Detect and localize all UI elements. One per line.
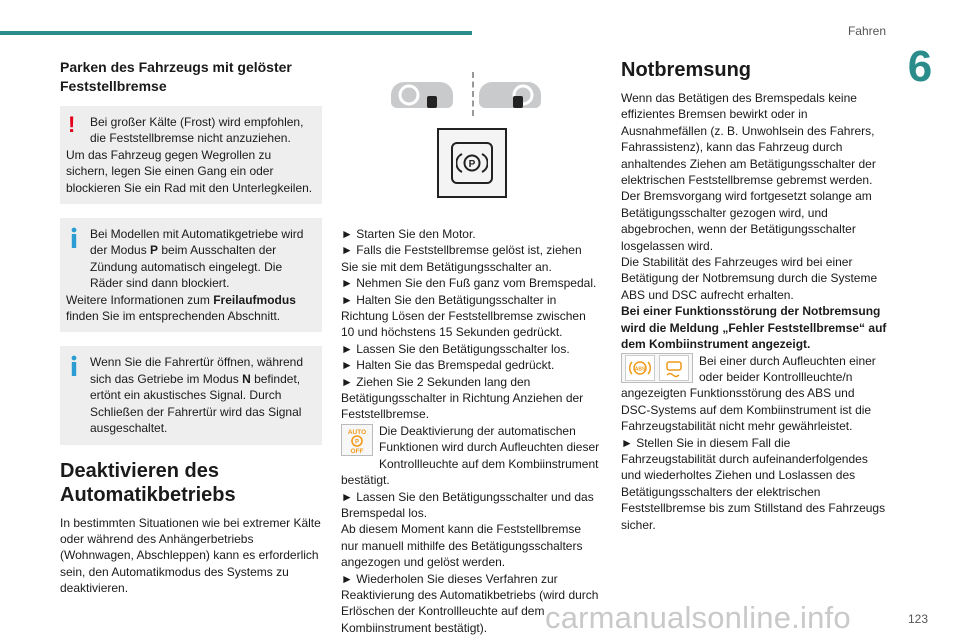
section-heading-deactivate: Deaktivieren des Automatikbetriebs <box>60 459 236 506</box>
auto-off-warning-lamp-icon <box>341 424 373 456</box>
step-7: ► Ziehen Sie 2 Sekunden lang den Betätigungsschalter in Richtung Anziehen der Feststellbremse. <box>341 374 584 422</box>
exclamation-icon: ! <box>68 112 76 137</box>
section-heading-parking: Parken des Fahrzeugs mit gelöster Feststellbremse <box>60 59 292 94</box>
abs-dsc-text: Bei einer durch Aufleuchten einer oder beider Kontrollleuchte/n angezeigten Funktionsstörung des ABS und DSC-Systems auf dem Kombiinstrument ist die Fahrzeugstabilität nicht mehr gewährleistet. <box>621 353 876 434</box>
auto-off-note <box>341 423 601 489</box>
auto-off-text: Die Deaktivierung der automatischen Funktionen wird durch Aufleuchten dieser Kontrollleuchte auf dem Kombiinstrument bestätigt. <box>341 423 600 488</box>
emergency-body-2: Die Stabilität des Fahrzeuges wird bei einer Betätigung der Notbremsung durch die Systeme ABS und DSC aufrecht erhalten. <box>621 255 878 302</box>
abs-dsc-lamps <box>621 353 693 383</box>
abs-dsc-note <box>621 353 887 435</box>
emergency-notice: Bei einer Funktionsstörung der Notbremsung wird die Meldung „Fehler Feststellbremse“ auf dem Kombiinstrument angezeigt. <box>621 304 887 352</box>
info-icon <box>68 227 80 249</box>
svg-text:ABS: ABS <box>634 366 646 372</box>
emergency-body-1: Wenn das Betätigen des Bremspedals keine effizientes Bremsen bewirkt oder in Ausnahmefällen (z. B. Unwohlsein des Fahrers, Fahrassistenz), kann das Fahrzeug durch anhaltendes Ziehen am Betätigungsschalter der elektrischen Feststellbremse gebremst werden. Der Bremsvorgang wird fortgesetzt solange am Betätigungsschalter gezogen wird, und abgebrochen, wenn der Betätigungsschalter losgelassen wird. <box>621 91 876 253</box>
info-text-1: Bei Modellen mit Automatikgetriebe wird der Modus P beim Ausschalten der Zündung automatisch eingelegt. Die Räder sind dann blockiert. <box>90 227 304 291</box>
section-heading-emergency: Notbremsung <box>621 59 751 81</box>
header-accent-bar <box>0 31 472 35</box>
step-3: ► Nehmen Sie den Fuß ganz vom Bremspedal. <box>341 276 597 291</box>
warning-text-1: Bei großer Kälte (Frost) wird empfohlen, die Feststellbremse nicht anzuziehen. <box>90 115 304 146</box>
manual-mode-text: Ab diesem Moment kann die Feststellbremse nur manuell mithilfe des Betätigungsschalters angezogen und gelöst werden. <box>341 522 583 570</box>
svg-text:OFF: OFF <box>350 447 364 454</box>
warning-text-2: Um das Fahrzeug gegen Wegrollen zu sichern, legen Sie einen Gang ein oder blockieren Sie ein Rad mit den Unterlegkeilen. <box>66 147 313 195</box>
step-release: ► Lassen Sie den Betätigungsschalter und das Bremspedal los. <box>341 489 594 520</box>
column-left <box>60 58 322 597</box>
svg-text:P: P <box>468 159 476 170</box>
section-title: Fahren <box>847 24 886 38</box>
divider-dashed <box>472 72 474 116</box>
chapter-number: 6 <box>907 42 933 91</box>
parking-brake-illustration <box>341 72 601 222</box>
svg-text:P: P <box>354 439 360 446</box>
step-6: ► Halten Sie das Bremspedal gedrückt. <box>341 358 555 373</box>
info-box-automatic <box>60 218 322 332</box>
step-4: ► Halten Sie den Betätigungsschalter in Richtung Lösen der Feststellbremse zwischen 10 und höchstens 15 Sekunden gedrückt. <box>341 292 586 340</box>
watermark: carmanualsonline.info <box>545 600 851 635</box>
deactivate-body: In bestimmten Situationen wie bei extremer Kälte oder während des Anhängerbetriebs (Wohnwagen, Abschleppen) kann es erforderlich sein, den Automatikmodus des Systems zu deaktivieren. <box>60 515 321 596</box>
step-5: ► Lassen Sie den Betätigungsschalter los. <box>341 341 570 356</box>
emergency-step: ► Stellen Sie in diesem Fall die Fahrzeugstabilität durch aufeinanderfolgendes und wiederholtes Ziehen und Loslassen des Betätigungsschalters der elektrischen Feststellbremse bis zum Stillstand des Fahrzeugs sicher. <box>621 435 886 532</box>
step-1: ► Starten Sie den Motor. <box>341 227 476 241</box>
dsc-warning-lamp-icon <box>659 355 689 381</box>
info-box-door <box>60 346 322 444</box>
abs-warning-lamp-icon <box>625 355 655 381</box>
parking-brake-switch-icon <box>437 128 507 198</box>
info-text-2: Weitere Informationen zum Freilaufmodus finden Sie im entsprechenden Abschnitt. <box>66 292 296 324</box>
step-2: ► Falls die Feststellbremse gelöst ist, ziehen Sie sie mit dem Betätigungsschalter an. <box>341 243 582 274</box>
svg-text:AUTO: AUTO <box>347 428 367 436</box>
warning-box <box>60 106 322 204</box>
console-left-drawing <box>391 82 453 108</box>
page-number: 123 <box>907 612 928 626</box>
info-icon <box>68 355 80 377</box>
column-right <box>621 58 887 533</box>
column-middle <box>341 72 601 636</box>
console-right-drawing <box>479 82 541 108</box>
info-text-door: Wenn Sie die Fahrertür öffnen, während sich das Getriebe im Modus N befindet, ertönt ein akustisches Signal. Durch Schließen der Fahrertür wird das Signal ausgeschaltet. <box>90 355 304 436</box>
step-repeat: ► Wiederholen Sie dieses Verfahren zur Reaktivierung des Automatikbetriebs (wird durch Erlöschen der Kontrollleuchte auf dem Kombiinstrument bestätigt). <box>341 571 599 635</box>
